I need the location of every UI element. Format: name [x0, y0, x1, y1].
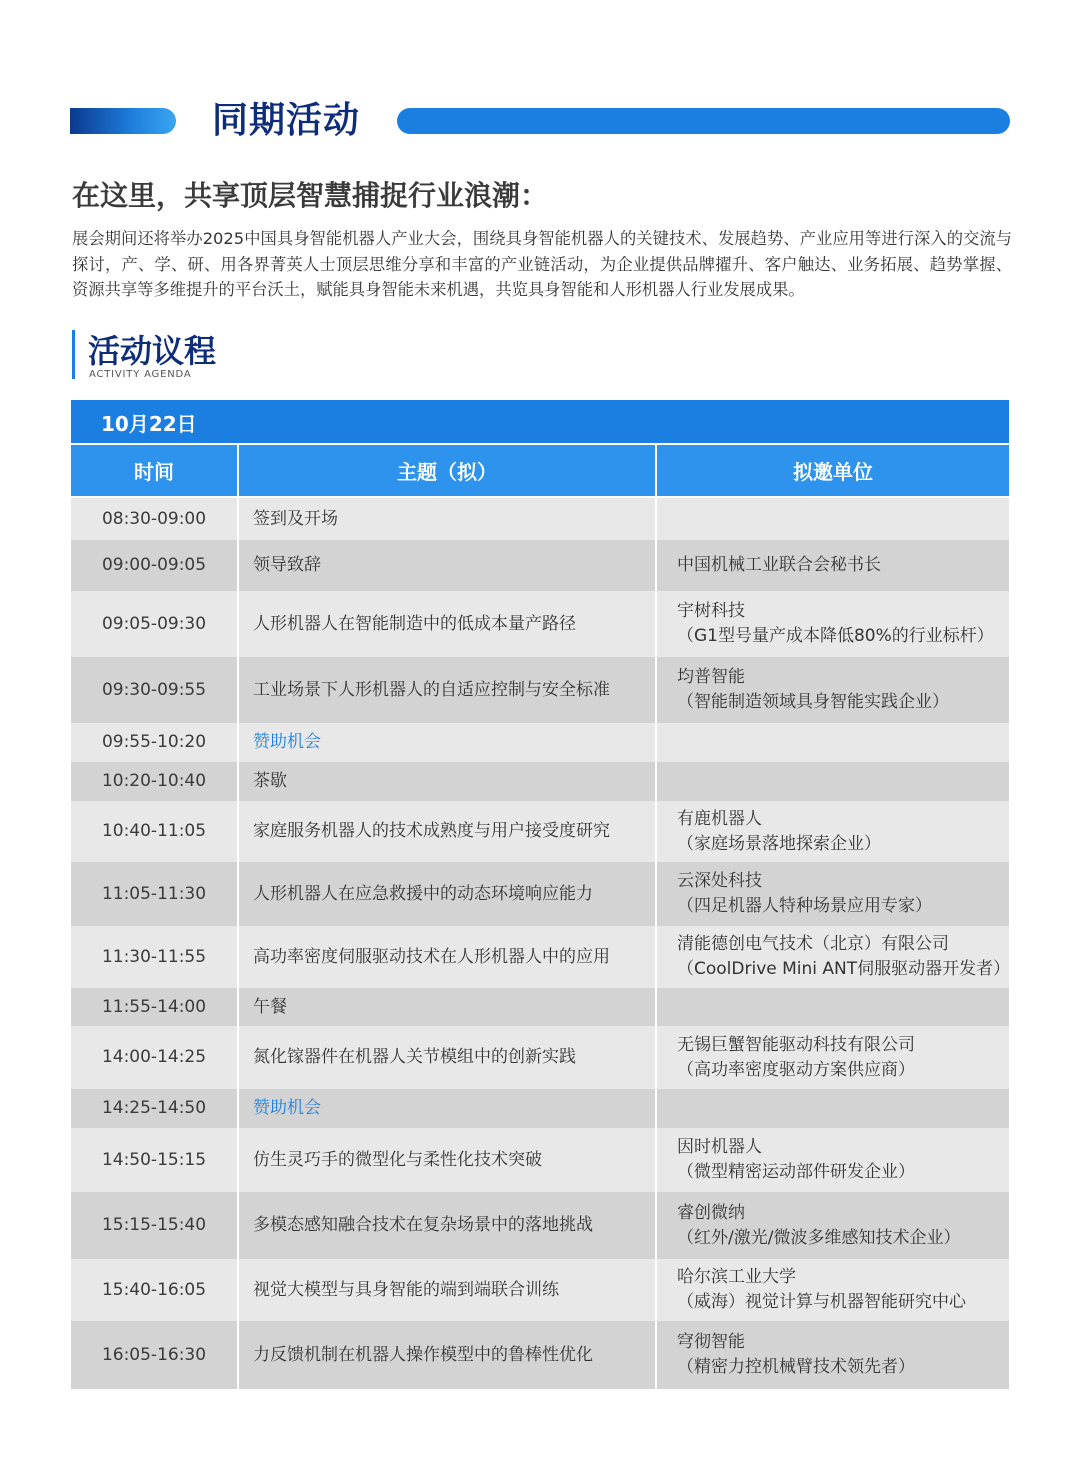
agenda-row — [71, 801, 1009, 862]
organization-name: 均普智能 — [677, 667, 745, 687]
agenda-organization-cell — [656, 497, 1009, 540]
agenda-time-cell: 10:40-11:05 — [71, 801, 238, 862]
agenda-table — [71, 445, 1009, 1389]
agenda-topic-cell — [238, 762, 656, 801]
organization-name: 云深处科技 — [677, 871, 762, 891]
agenda-table-header-row — [71, 445, 1009, 497]
organization-name: 穹彻智能 — [677, 1332, 745, 1352]
agenda-organization-cell — [656, 723, 1009, 762]
agenda-topic-text: 仿生灵巧手的微型化与柔性化技术突破 — [253, 1149, 542, 1170]
organization-name: 睿创微纳 — [677, 1202, 745, 1223]
section-header — [70, 95, 1010, 147]
agenda-organization-cell — [656, 1128, 1009, 1192]
agenda-topic-text: 人形机器人在智能制造中的低成本量产路径 — [253, 613, 576, 634]
agenda-time-cell: 10:20-10:40 — [71, 762, 238, 801]
agenda-topic-cell — [238, 1128, 656, 1192]
agenda-organization-cell — [656, 1259, 1009, 1321]
agenda-topic-text: 多模态感知融合技术在复杂场景中的落地挑战 — [253, 1215, 593, 1235]
agenda-time-cell: 09:00-09:05 — [71, 540, 238, 591]
agenda-row — [71, 762, 1009, 801]
organization-name: 有鹿机器人 — [677, 808, 762, 829]
agenda-time-cell: 11:05-11:30 — [71, 862, 238, 926]
agenda-row — [71, 988, 1009, 1026]
agenda-row — [71, 657, 1009, 723]
organization-name: 无锡巨蟹智能驱动科技有限公司 — [677, 1034, 915, 1055]
header-decor-bar-right — [397, 108, 1010, 134]
agenda-organization-cell — [656, 591, 1009, 657]
agenda-time-cell: 15:15-15:40 — [71, 1192, 238, 1259]
agenda-row — [71, 1321, 1009, 1389]
agenda-topic-cell — [238, 723, 656, 762]
agenda-row — [71, 1259, 1009, 1321]
agenda-topic-cell — [238, 540, 656, 591]
agenda-row — [71, 540, 1009, 591]
agenda-topic-cell — [238, 1259, 656, 1321]
agenda-organization-cell — [656, 762, 1009, 801]
agenda-time-cell: 14:50-15:15 — [71, 1128, 238, 1192]
organization-description: （红外/激光/微波多维感知技术企业） — [677, 1227, 961, 1248]
agenda-table-body — [71, 497, 1009, 1389]
agenda-organization-cell — [656, 862, 1009, 926]
agenda-row — [71, 1089, 1009, 1128]
agenda-topic-text: 人形机器人在应急救援中的动态环境响应能力 — [253, 883, 593, 904]
agenda-topic-text: 工业场景下人形机器人的自适应控制与安全标准 — [253, 679, 610, 700]
agenda-row — [71, 926, 1009, 988]
agenda-time-cell: 08:30-09:00 — [71, 497, 238, 540]
agenda-topic-cell — [238, 801, 656, 862]
agenda-topic-text: 赞助机会 — [253, 1098, 321, 1118]
organization-name: 哈尔滨工业大学 — [677, 1267, 796, 1287]
organization-name: 清能德创电气技术（北京）有限公司 — [677, 934, 949, 954]
organization-description: （G1型号量产成本降低80%的行业标杆） — [677, 626, 994, 646]
agenda-time-cell: 14:00-14:25 — [71, 1026, 238, 1089]
agenda-date-bar: 10月22日 — [71, 400, 1009, 443]
agenda-topic-cell — [238, 926, 656, 988]
agenda-organization-cell — [656, 657, 1009, 723]
agenda-topic-cell — [238, 497, 656, 540]
agenda-time-cell: 15:40-16:05 — [71, 1259, 238, 1321]
intro-paragraph: 展会期间还将举办2025中国具身智能机器人产业大会，围绕具身智能机器人的关键技术、发展趋势、产业应用等进行深入的交流与探讨，产、学、研、用各界菁英人士顶层思维分享和丰富的产业链活动，为企业提供品牌擢升、客户触达、业务拓展、趋势掌握、资源共享等多维提升的平台沃土，赋能具身智能未来机遇，共览具身智能和人形机器人行业发展成果。 — [72, 229, 1012, 299]
agenda-organization-cell — [656, 988, 1009, 1026]
organization-description: （高功率密度驱动方案供应商） — [677, 1059, 915, 1080]
agenda-time-cell: 09:55-10:20 — [71, 723, 238, 762]
agenda-topic-cell — [238, 862, 656, 926]
agenda-topic-cell — [238, 1089, 656, 1128]
agenda-organization-cell — [656, 1192, 1009, 1259]
organization-name: 因时机器人 — [677, 1137, 762, 1157]
agenda-row — [71, 1026, 1009, 1089]
header-decor-bar-left — [70, 108, 176, 134]
agenda-topic-text: 家庭服务机器人的技术成熟度与用户接受度研究 — [253, 821, 610, 841]
organization-description: （CoolDrive Mini ANT伺服驱动器开发者） — [677, 959, 1011, 979]
agenda-organization-cell — [656, 1026, 1009, 1089]
agenda-organization-cell — [656, 1089, 1009, 1128]
agenda-topic-cell — [238, 988, 656, 1026]
section-subtitle: 在这里，共享顶层智慧捕捉行业浪潮： — [72, 179, 549, 212]
agenda-topic-text: 氮化镓器件在机器人关节模组中的创新实践 — [253, 1047, 576, 1067]
agenda-topic-text: 视觉大模型与具身智能的端到端联合训练 — [253, 1279, 559, 1300]
agenda-topic-text: 签到及开场 — [253, 508, 338, 529]
agenda-topic-text: 赞助机会 — [253, 732, 321, 752]
agenda-time-cell: 11:30-11:55 — [71, 926, 238, 988]
agenda-time-cell: 09:30-09:55 — [71, 657, 238, 723]
agenda-row — [71, 723, 1009, 762]
agenda-heading-accent-line — [72, 330, 75, 379]
agenda-organization-cell — [656, 540, 1009, 591]
agenda-row — [71, 862, 1009, 926]
agenda-topic-text: 茶歇 — [253, 771, 287, 791]
agenda-subtitle: ACTIVITY AGENDA — [89, 369, 192, 380]
agenda-topic-cell — [238, 1192, 656, 1259]
organization-description: （四足机器人特种场景应用专家） — [677, 896, 932, 916]
agenda-topic-text: 高功率密度伺服驱动技术在人形机器人中的应用 — [253, 946, 610, 967]
column-header-topic: 主题（拟） — [238, 445, 656, 497]
agenda-row — [71, 497, 1009, 540]
agenda-organization-cell — [656, 801, 1009, 862]
agenda-time-cell: 09:05-09:30 — [71, 591, 238, 657]
agenda-time-cell: 11:55-14:00 — [71, 988, 238, 1026]
organization-name: 中国机械工业联合会秘书长 — [677, 555, 881, 575]
column-header-organization: 拟邀单位 — [656, 445, 1009, 497]
organization-description: （精密力控机械臂技术领先者） — [677, 1357, 915, 1377]
organization-name: 宇树科技 — [677, 601, 745, 621]
agenda-time-cell: 14:25-14:50 — [71, 1089, 238, 1128]
column-header-time: 时间 — [71, 445, 238, 497]
organization-description: （家庭场景落地探索企业） — [677, 833, 881, 854]
agenda-title: 活动议程 — [88, 332, 217, 370]
agenda-organization-cell — [656, 1321, 1009, 1389]
agenda-topic-cell — [238, 1321, 656, 1389]
section-title: 同期活动 — [212, 100, 361, 141]
agenda-topic-text: 午餐 — [253, 996, 287, 1017]
agenda-organization-cell — [656, 926, 1009, 988]
agenda-time-cell: 16:05-16:30 — [71, 1321, 238, 1389]
agenda-row — [71, 591, 1009, 657]
agenda-topic-text: 力反馈机制在机器人操作模型中的鲁棒性优化 — [253, 1344, 593, 1365]
agenda-topic-text: 领导致辞 — [253, 555, 321, 575]
organization-description: （微型精密运动部件研发企业） — [677, 1162, 915, 1182]
agenda-row — [71, 1192, 1009, 1259]
agenda-row — [71, 1128, 1009, 1192]
agenda-topic-cell — [238, 657, 656, 723]
agenda-topic-cell — [238, 591, 656, 657]
agenda-topic-cell — [238, 1026, 656, 1089]
organization-description: （威海）视觉计算与机器智能研究中心 — [677, 1292, 966, 1312]
organization-description: （智能制造领域具身智能实践企业） — [677, 692, 949, 712]
